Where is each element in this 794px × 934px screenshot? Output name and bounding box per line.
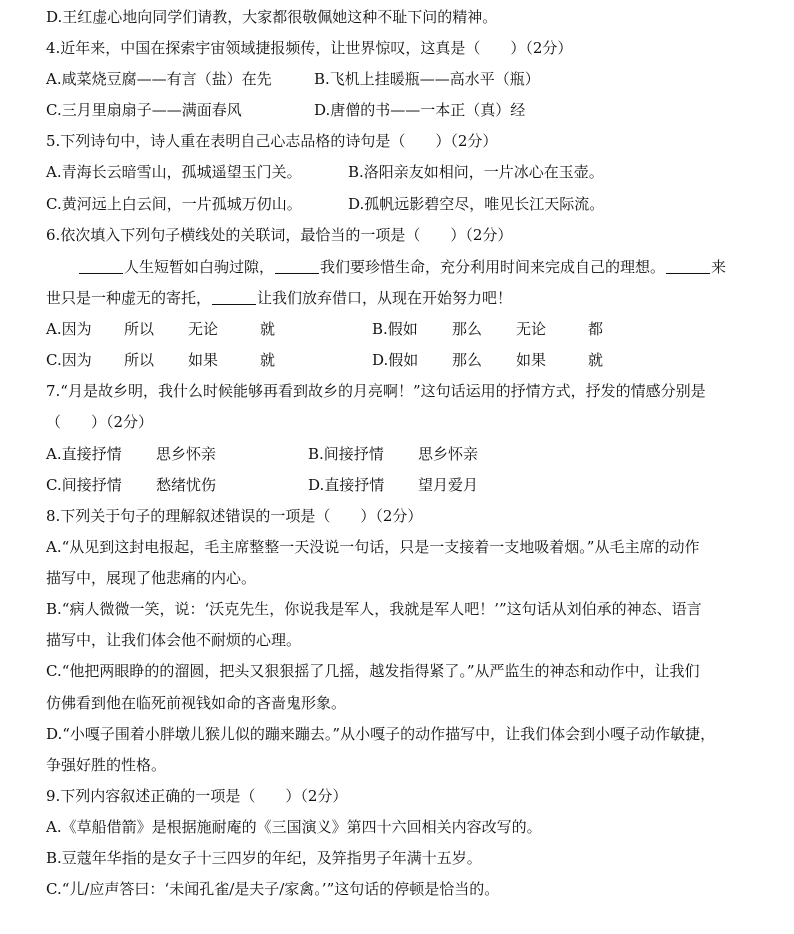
question-6: 6.依次填入下列句子横线处的关联词，最恰当的一项是（ ）（2分） <box>46 226 513 244</box>
q6-text-3: 来 <box>711 258 727 276</box>
q7-option-d-2: 望月爱月 <box>418 476 479 494</box>
question-4: 4.近年来，中国在探索宇宙领域捷报频传，让世界惊叹，这真是（ ）（2分） <box>46 39 573 57</box>
q7-option-b-2: 思乡怀亲 <box>418 445 479 463</box>
q6-option-a-2: 所以 <box>124 320 155 338</box>
q4-option-b: B.飞机上挂暖瓶——高水平（瓶） <box>314 70 540 88</box>
q6-text-1: 人生短暂如白驹过隙， <box>124 258 275 276</box>
q8-option-b-line2: 描写中，让我们体会他不耐烦的心理。 <box>46 631 302 649</box>
q6-option-d-1: D.假如 <box>372 351 419 369</box>
q6-text-2: 我们要珍惜生命，充分利用时间来完成自己的理想。 <box>320 258 666 276</box>
q6-option-b-4: 都 <box>588 320 604 338</box>
q6-option-c-2: 所以 <box>124 351 155 369</box>
q9-option-c: C.“儿/应声答曰：‘未闻孔雀/是夫子/家禽。’”这句话的停顿是恰当的。 <box>46 880 500 898</box>
question-9: 9.下列内容叙述正确的一项是（ ）（2分） <box>46 787 348 805</box>
fill-blank-4 <box>212 290 256 305</box>
question-7: 7.“月是故乡明，我什么时候能够再看到故乡的月亮啊！”这句话运用的抒情方式，抒发的情感分别是 <box>46 382 706 400</box>
q4-option-c: C.三月里扇扇子——满面春风 <box>46 101 242 119</box>
q6-option-c-1: C.因为 <box>46 351 92 369</box>
fill-blank-3 <box>666 259 710 274</box>
q6-option-c-4: 就 <box>260 351 276 369</box>
q4-option-a: A.咸菜烧豆腐——有言（盐）在先 <box>46 70 272 88</box>
q5-option-b: B.洛阳亲友如相问，一片冰心在玉壶。 <box>348 163 604 181</box>
q6-option-a-3: 无论 <box>188 320 219 338</box>
q7-option-d-1: D.直接抒情 <box>308 476 385 494</box>
q8-option-c-line1: C.“他把两眼睁的的溜圆，把头又狠狠摇了几摇，越发指得紧了。”从严监生的神态和动作中，让我们 <box>46 662 700 680</box>
question-5: 5.下列诗句中，诗人重在表明自己心志品格的诗句是（ ）（2分） <box>46 132 498 150</box>
q6-option-a-4: 就 <box>260 320 276 338</box>
fill-blank-1 <box>79 259 123 274</box>
q6-option-c-3: 如果 <box>188 351 219 369</box>
q8-option-c-line2: 仿佛看到他在临死前视钱如命的吝啬鬼形象。 <box>46 694 347 712</box>
q6-text-5: 让我们放弃借口，从现在开始努力吧！ <box>257 289 513 307</box>
q5-option-c: C.黄河远上白云间，一片孤城万仞山。 <box>46 195 302 213</box>
q6-option-a-1: A.因为 <box>46 320 92 338</box>
q8-option-a-line1: A.“从见到这封电报起，毛主席整整一天没说一句话，只是一支接着一支地吸着烟。”从毛主席的动作 <box>46 538 700 556</box>
q8-option-a-line2: 描写中，展现了他悲痛的内心。 <box>46 569 257 587</box>
q6-option-d-4: 就 <box>588 351 604 369</box>
question-8: 8.下列关于句子的理解叙述错误的一项是（ ）（2分） <box>46 507 423 525</box>
q4-option-d: D.唐僧的书——一本正（真）经 <box>314 101 526 119</box>
q6-option-b-2: 那么 <box>452 320 483 338</box>
q8-option-d-line2: 争强好胜的性格。 <box>46 756 167 774</box>
q7-option-c-2: 愁绪忧伤 <box>156 476 217 494</box>
q5-option-a: A.青海长云暗雪山，孤城遥望玉门关。 <box>46 163 302 181</box>
q5-option-d: D.孤帆远影碧空尽，唯见长江天际流。 <box>348 195 605 213</box>
q8-option-b-line1: B.“病人微微一笑，说：‘沃克先生，你说我是军人，我就是军人吧！’”这句话从刘伯承的神态、语言 <box>46 600 702 618</box>
q6-option-d-3: 如果 <box>516 351 547 369</box>
q7-option-c-1: C.间接抒情 <box>46 476 122 494</box>
q6-option-b-1: B.假如 <box>372 320 418 338</box>
question-7-cont: （ ）（2分） <box>46 413 154 431</box>
q7-option-a-2: 思乡怀亲 <box>156 445 217 463</box>
q6-sentence-line1 <box>78 256 764 278</box>
q8-option-d-line1: D.“小嘎子围着小胖墩儿猴儿似的蹦来蹦去。”从小嘎子的动作描写中，让我们体会到小嘎子动作敏捷， <box>46 725 716 743</box>
q6-sentence-line2 <box>46 287 764 309</box>
fill-blank-2 <box>275 259 319 274</box>
q6-option-b-3: 无论 <box>516 320 547 338</box>
q6-text-4: 世只是一种虚无的寄托， <box>46 289 212 307</box>
q6-option-d-2: 那么 <box>452 351 483 369</box>
q9-option-b: B.豆蔻年华指的是女子十三四岁的年纪，及笄指男子年满十五岁。 <box>46 849 482 867</box>
q7-option-a-1: A.直接抒情 <box>46 445 122 463</box>
q7-option-b-1: B.间接抒情 <box>308 445 384 463</box>
q3-option-d: D.王红虚心地向同学们请教，大家都很敬佩她这种不耻下问的精神。 <box>46 8 498 26</box>
q9-option-a: A.《草船借箭》是根据施耐庵的《三国演义》第四十六回相关内容改写的。 <box>46 818 542 836</box>
